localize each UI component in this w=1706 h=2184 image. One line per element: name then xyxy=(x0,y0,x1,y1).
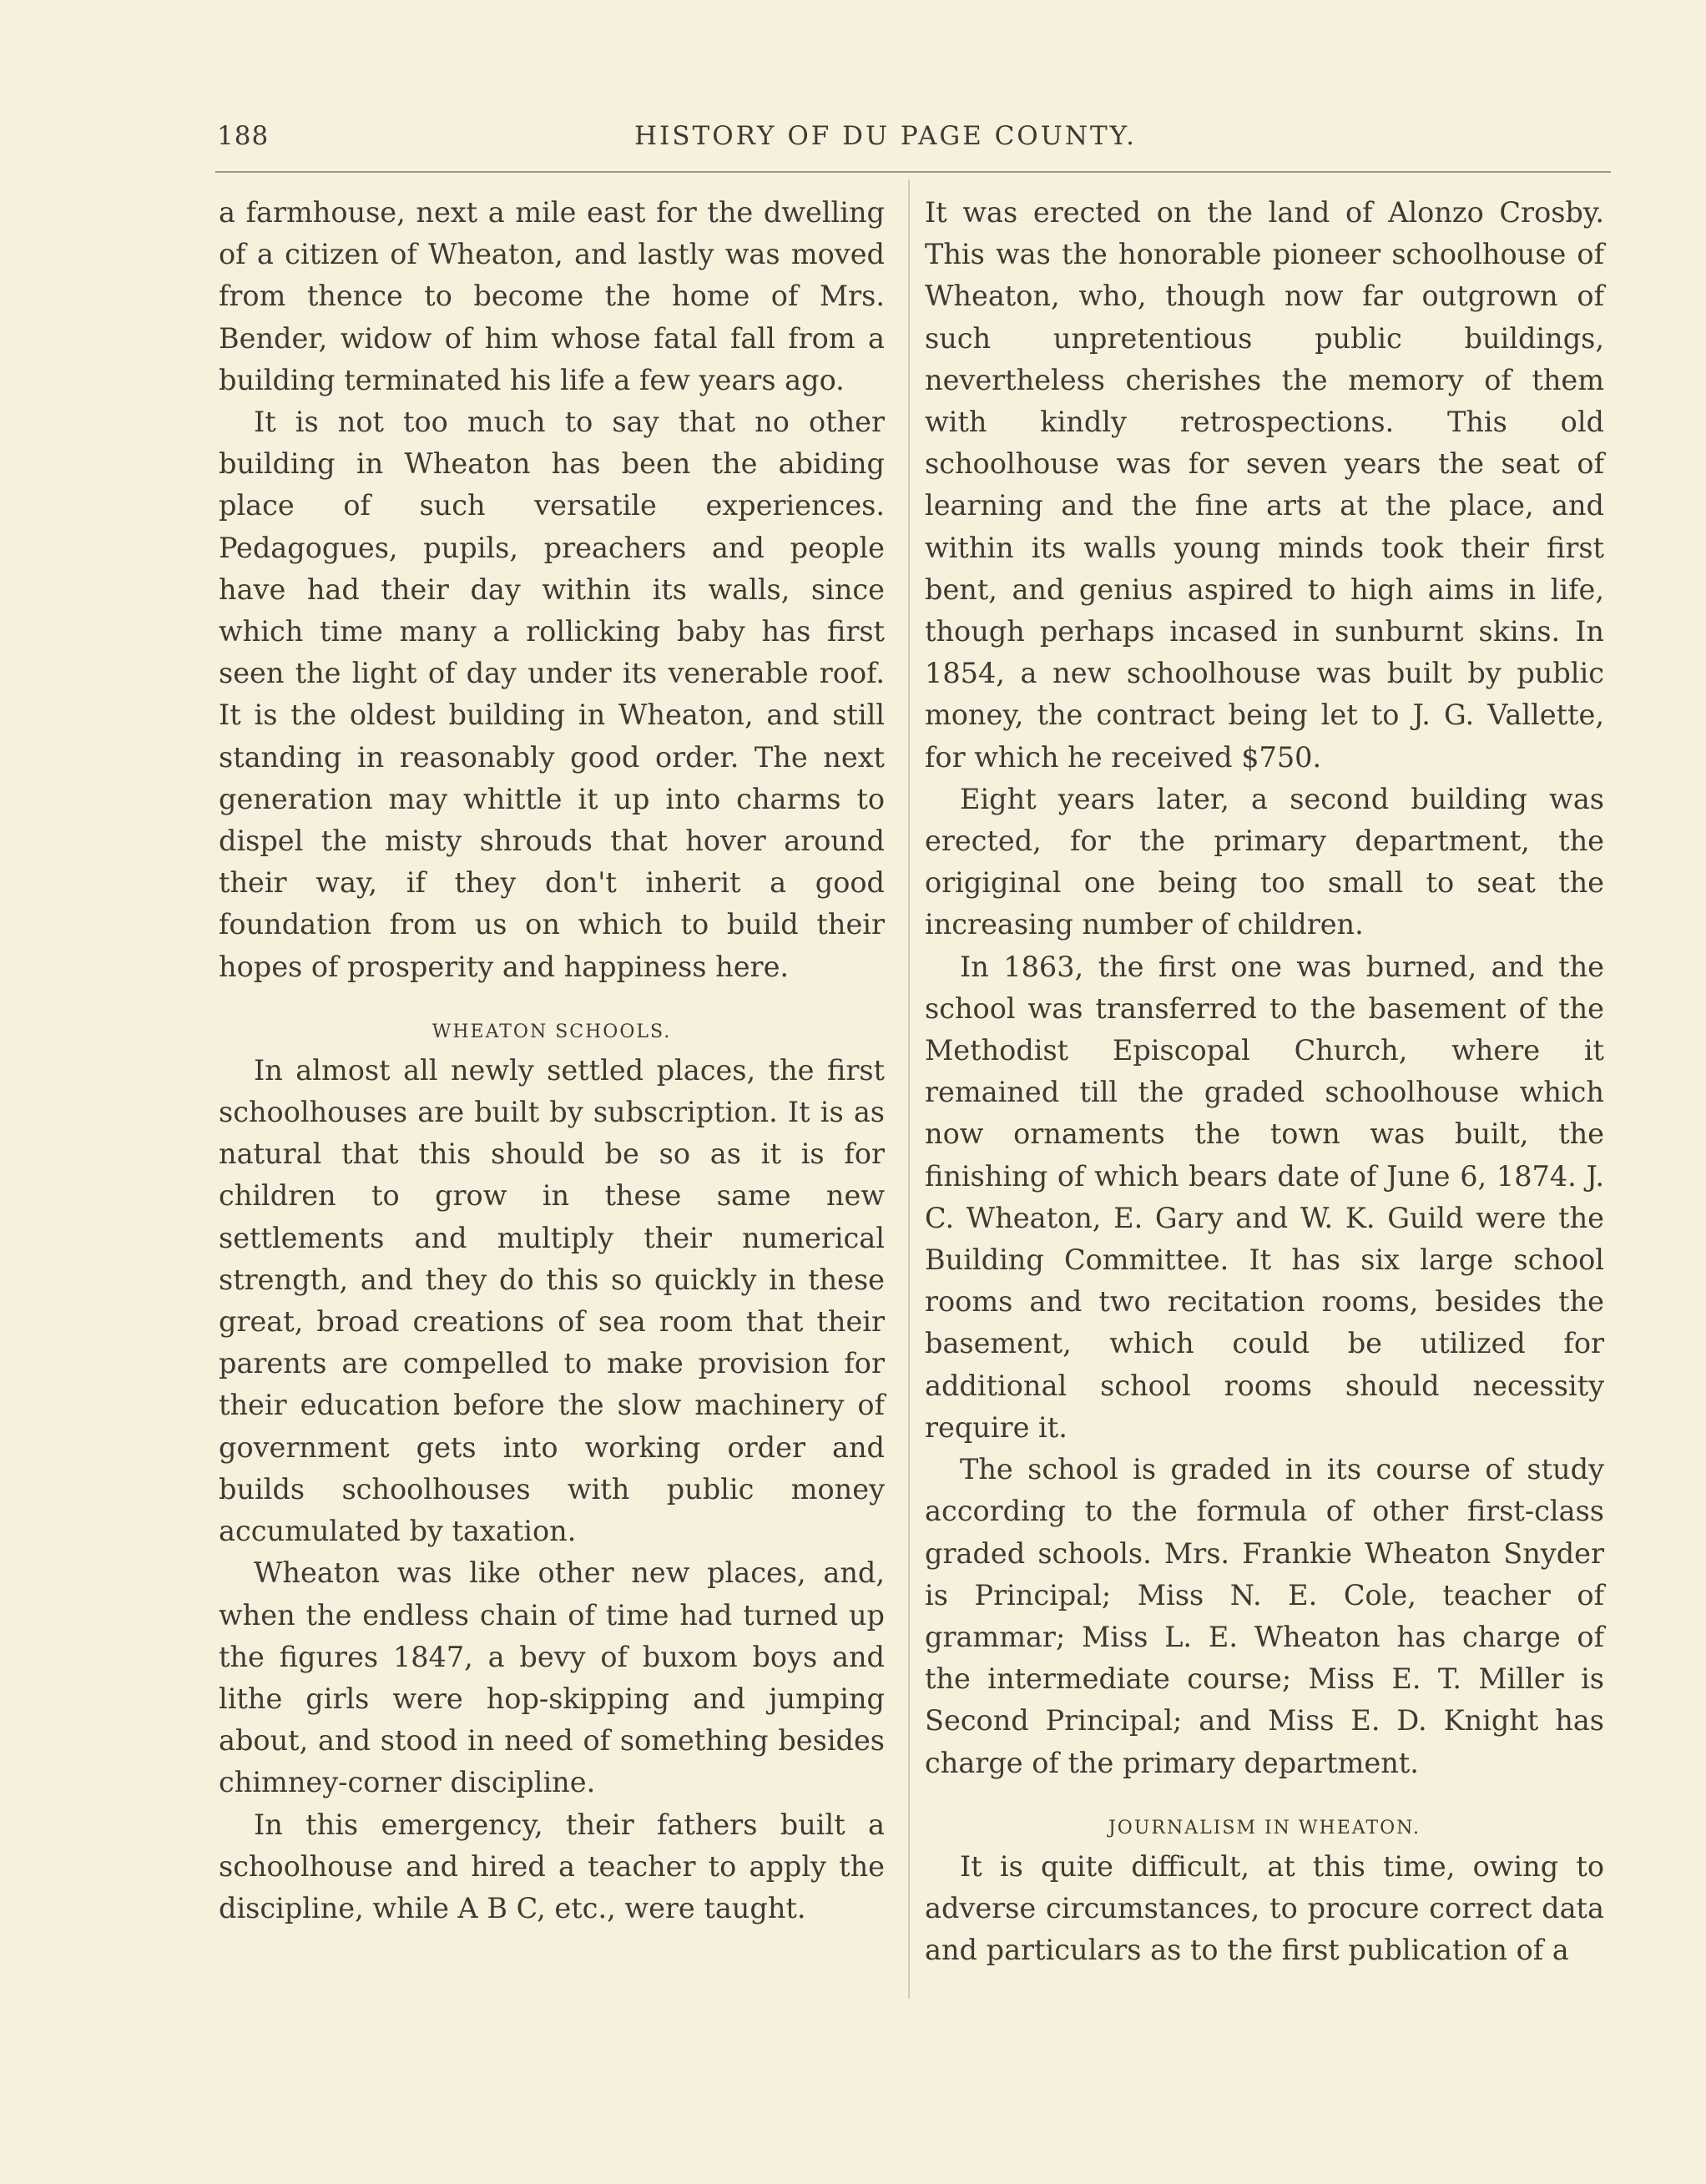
paragraph: Wheaton was like other new places, and, when the endless chain of time had turned up the figures 1847, a bevy of buxom boys and lithe girls were hop-skipping and jumping about, and stood in need of something besides chimney-corner discipline. xyxy=(219,1556,885,1799)
header-rule xyxy=(215,171,1611,173)
left-column xyxy=(219,192,885,1929)
paragraph: In this emergency, their fathers built a schoolhouse and hired a teacher to apply the discipline, while A B C, etc., were taught. xyxy=(219,1808,885,1924)
paragraph: It is not too much to say that no other building in Wheaton has been the abiding place of such versatile experiences. Pedagogues, pupils, preachers and people have had their day within its walls, since which time many a rollicking baby has first seen the light of day under its venerable roof. It is the oldest building in Wheaton, and still standing in reasonably good order. The next generation may whittle it up into charms to dispel the misty shrouds that hover around their way, if they don't inherit a good foundation from us on which to build their hopes of prosperity and happiness here. xyxy=(219,406,885,983)
section-heading-wheaton-schools: WHEATON SCHOOLS. xyxy=(432,1021,672,1042)
paragraph: The school is graded in its course of study according to the formula of other first-class graded schools. Mrs. Frankie Wheaton Snyder is Principal; Miss N. E. Cole, teacher of grammar; Miss L. E. Wheaton has charge of the intermediate course; Miss E. T. Miller is Second Principal; and Miss E. D. Knight has charge of the primary department. xyxy=(925,1453,1604,1779)
column-divider xyxy=(908,179,910,1999)
section-heading-journalism: JOURNALISM IN WHEATON. xyxy=(1108,1817,1421,1838)
paragraph: Eight years later, a second building was erected, for the primary department, the origiginal one being too small to seat the increasing number of children. xyxy=(925,782,1604,941)
paragraph: In almost all newly settled places, the first schoolhouses are built by subscription. It is as natural that this should be so as it is for children to grow in these same new settlements and multiply their numerical strength, and they do this so quickly in these great, broad creations of sea room that their parents are compelled to make provision for their education before the slow machinery of government gets into working order and builds schoolhouses with public money accumulated by taxation. xyxy=(219,1053,885,1548)
page-number: 188 xyxy=(217,121,270,151)
paragraph: It is quite difficult, at this time, owing to adverse circumstances, to procure correct data and particulars as to the first publication of a xyxy=(925,1849,1604,1967)
running-title: HISTORY OF DU PAGE COUNTY. xyxy=(634,121,1137,151)
page-header xyxy=(217,121,1611,163)
paragraph: a farmhouse, next a mile east for the dwelling of a citizen of Wheaton, and lastly was moved from thence to become the home of Mrs. Bender, widow of him whose fatal fall from a building terminated his life a few years ago. xyxy=(219,196,885,396)
right-column xyxy=(925,192,1604,1971)
paragraph: In 1863, the first one was burned, and the school was transferred to the basement of the Methodist Episcopal Church, where it remained till the graded schoolhouse which now ornaments the town was built, the finishing of which bears date of June 6, 1874. J. C. Wheaton, E. Gary and W. K. Guild were the Building Committee. It has six large school rooms and two recitation rooms, besides the basement, which could be utilized for additional school rooms should necessity require it. xyxy=(925,950,1604,1444)
paragraph: It was erected on the land of Alonzo Crosby. This was the honorable pioneer schoolhouse of Wheaton, who, though now far outgrown of such unpretentious public buildings, nevertheless cherishes the memory of them with kindly retrospections. This old schoolhouse was for seven years the seat of learning and the fine arts at the place, and within its walls young minds took their first bent, and genius aspired to high aims in life, though perhaps incased in sunburnt skins. In 1854, a new schoolhouse was built by public money, the contract being let to J. G. Vallette, for which he received $750. xyxy=(925,196,1604,774)
